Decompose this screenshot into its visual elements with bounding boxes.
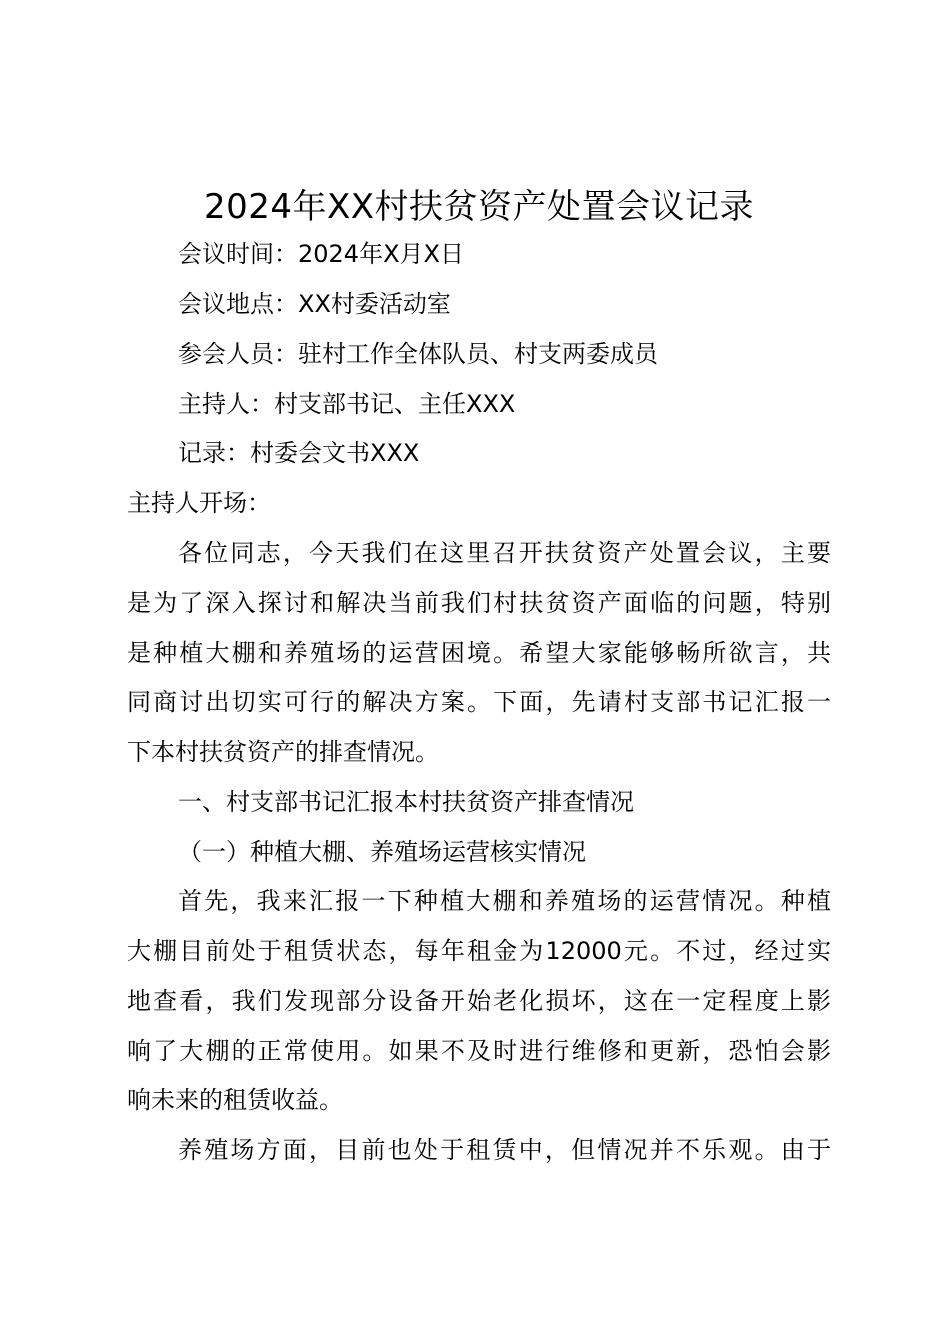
paragraph-line: 响了大棚的正常使用。如果不及时进行维修和更新，恐怕会影 (127, 1037, 831, 1065)
paragraph-line: 是种植大棚和养殖场的运营困境。希望大家能够畅所欲言，共 (127, 639, 831, 667)
paragraph-line: 各位同志，今天我们在这里召开扶贫资产处置会议，主要 (178, 539, 831, 567)
paragraph-line: 下本村扶贫资产的排查情况。 (127, 738, 439, 766)
paragraph-line: 首先，我来汇报一下种植大棚和养殖场的运营情况。种植 (178, 887, 831, 915)
subsection-heading: （一）种植大棚、养殖场运营核实情况 (178, 838, 586, 866)
meeting-host: 主持人：村支部书记、主任XXX (178, 390, 516, 418)
section-heading: 一、村支部书记汇报本村扶贫资产排查情况 (178, 788, 634, 816)
meeting-recorder: 记录：村委会文书XXX (178, 439, 420, 467)
meeting-time: 会议时间：2024年X月X日 (178, 240, 464, 268)
host-opening-label: 主持人开场： (127, 489, 271, 517)
meeting-attendees: 参会人员：驻村工作全体队员、村支两委成员 (178, 340, 658, 368)
paragraph-line: 养殖场方面，目前也处于租赁中，但情况并不乐观。由于 (178, 1136, 831, 1164)
paragraph-line: 大棚目前处于租赁状态，每年租金为12000元。不过，经过实 (127, 937, 831, 965)
paragraph-line: 是为了深入探讨和解决当前我们村扶贫资产面临的问题，特别 (127, 589, 831, 617)
document-title: 2024年XX村扶贫资产处置会议记录 (203, 187, 755, 227)
paragraph-line: 响未来的租赁收益。 (127, 1086, 343, 1114)
paragraph-line: 地查看，我们发现部分设备开始老化损坏，这在一定程度上影 (127, 987, 831, 1015)
meeting-location: 会议地点：XX村委活动室 (178, 290, 451, 318)
paragraph-line: 同商讨出切实可行的解决方案。下面，先请村支部书记汇报一 (127, 688, 831, 716)
